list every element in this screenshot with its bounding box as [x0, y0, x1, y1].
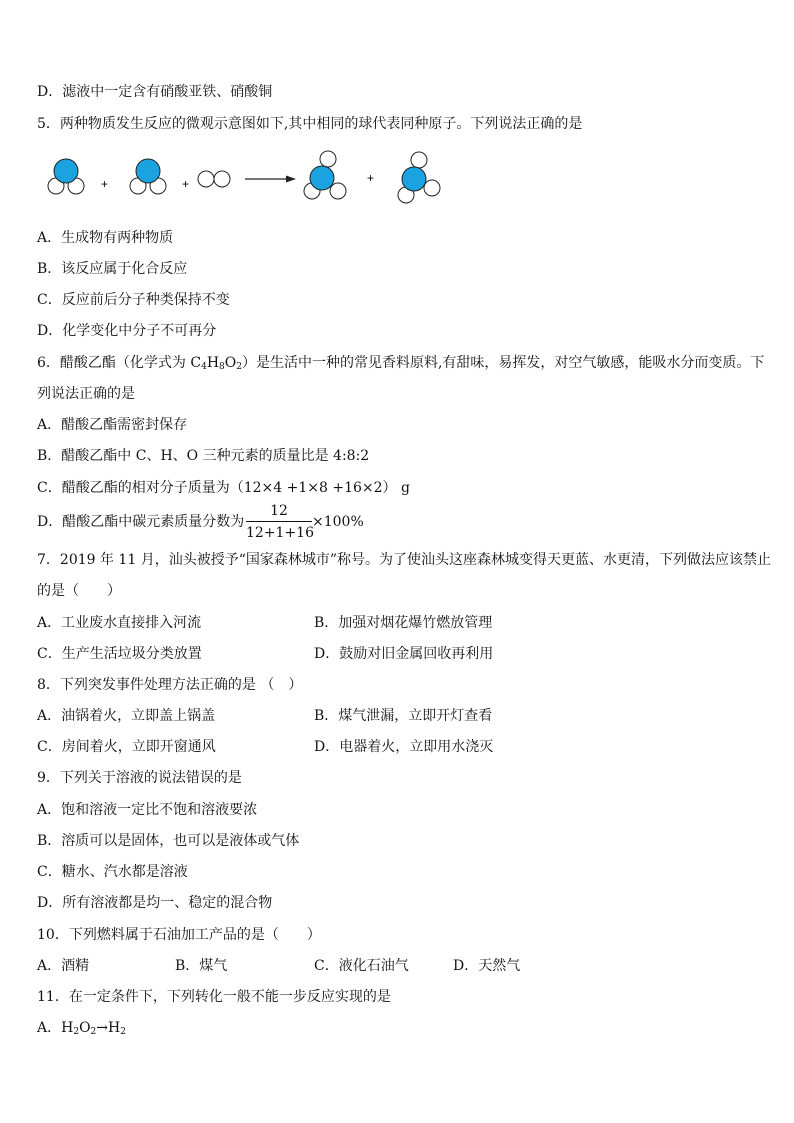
q9-stem: 9．下列关于溶液的说法错误的是 — [37, 770, 242, 786]
q8-option-c: C．房间着火，立即开窗通风 — [37, 739, 216, 755]
big-atom — [54, 159, 78, 183]
small-atom — [214, 171, 230, 187]
reaction-diagram — [0, 145, 794, 215]
q7-option-b: B．加强对烟花爆竹燃放管理 — [314, 615, 493, 631]
q11-stem: 11．在一定条件下，下列转化一般不能一步反应实现的是 — [37, 989, 391, 1005]
q10-stem: 10．下列燃料属于石油加工产品的是（ ） — [37, 927, 321, 943]
small-atom — [411, 152, 427, 168]
q6-option-d-suffix: ×100% — [312, 514, 364, 530]
q9-option-c: C．糖水、汽水都是溶液 — [37, 864, 188, 880]
reactant-molecule-3 — [198, 171, 230, 187]
q9-option-b: B．溶质可以是固体，也可以是液体或气体 — [37, 833, 300, 849]
plus-sign: + — [367, 171, 375, 185]
q6-stem-line1: 6．醋酸乙酯（化学式为 $C_4H_8O_2$）是生活中一种的常见香料原料,有甜味，易挥发，对空气敏感，能吸水分而变质。下 — [37, 355, 765, 372]
q5-option-b: B．该反应属于化合反应 — [37, 261, 188, 277]
q5-option-c: C．反应前后分子种类保持不变 — [37, 292, 230, 308]
q4-option-d: D．滤液中一定含有硝酸亚铁、硝酸铜 — [37, 84, 273, 100]
product-molecule-1 — [304, 151, 346, 199]
q8-option-a: A．油锅着火，立即盖上锅盖 — [37, 708, 216, 724]
q9-option-a: A．饱和溶液一定比不饱和溶液要浓 — [37, 802, 258, 818]
plus-sign: + — [182, 177, 190, 191]
reaction-arrow — [245, 176, 296, 183]
q5-option-a: A．生成物有两种物质 — [37, 230, 174, 246]
q6-stem-line2: 列说法正确的是 — [37, 386, 135, 402]
small-atom — [330, 183, 346, 199]
q7-option-d: D．鼓励对旧金属回收再利用 — [314, 646, 494, 662]
q6-fraction — [246, 502, 312, 542]
plus-sign: + — [101, 177, 109, 191]
q7-option-a: A．工业废水直接排入河流 — [37, 615, 202, 631]
q8-stem: 8．下列突发事件处理方法正确的是 （ ） — [37, 677, 303, 693]
reactant-molecule-2 — [130, 159, 166, 194]
q6-option-b: B．醋酸乙酯中 C、H、O 三种元素的质量比是 4:8:2 — [37, 448, 370, 464]
big-atom — [402, 167, 426, 191]
q7-stem-line1: 7．2019 年 11 月，汕头被授予“国家森林城市”称号。为了使汕头这座森林城变得天更蓝、水更清，下列做法应该禁止 — [37, 552, 772, 568]
big-atom — [310, 166, 334, 190]
q5-stem: 5．两种物质发生反应的微观示意图如下,其中相同的球代表同种原子。下列说法正确的是 — [37, 116, 583, 132]
q8-option-d: D．电器着火，立即用水浇灭 — [314, 739, 494, 755]
fraction-denominator: 12+1+16 — [246, 525, 314, 541]
small-atom — [198, 171, 214, 187]
q10-option-b: B．煤气 — [175, 958, 228, 974]
q9-option-d: D．所有溶液都是均一、稳定的混合物 — [37, 895, 273, 911]
q8-option-b: B．煤气泄漏，立即开灯查看 — [314, 708, 493, 724]
product-molecule-2 — [398, 152, 440, 203]
q11-option-a: A．$H_2O_2\to H_2$ — [37, 1020, 126, 1037]
fraction-bar — [246, 521, 312, 522]
q6-option-d: D．醋酸乙酯中碳元素质量分数为 — [37, 514, 245, 530]
q7-option-c: C．生产生活垃圾分类放置 — [37, 646, 202, 662]
q6-option-c: C．醋酸乙酯的相对分子质量为（12×4 +1×8 +16×2） g — [37, 480, 410, 496]
small-atom — [320, 151, 336, 167]
q10-option-c: C．液化石油气 — [314, 958, 409, 974]
q10-option-a: A．酒精 — [37, 958, 90, 974]
fraction-numerator: 12 — [270, 503, 288, 519]
reactant-molecule-1 — [48, 159, 84, 194]
q5-option-d: D．化学变化中分子不可再分 — [37, 323, 217, 339]
q7-stem-line2: 的是（ ） — [37, 583, 121, 599]
small-atom — [424, 180, 440, 196]
big-atom — [136, 159, 160, 183]
q6-option-a: A．醋酸乙酯需密封保存 — [37, 417, 188, 433]
q10-option-d: D．天然气 — [453, 958, 521, 974]
